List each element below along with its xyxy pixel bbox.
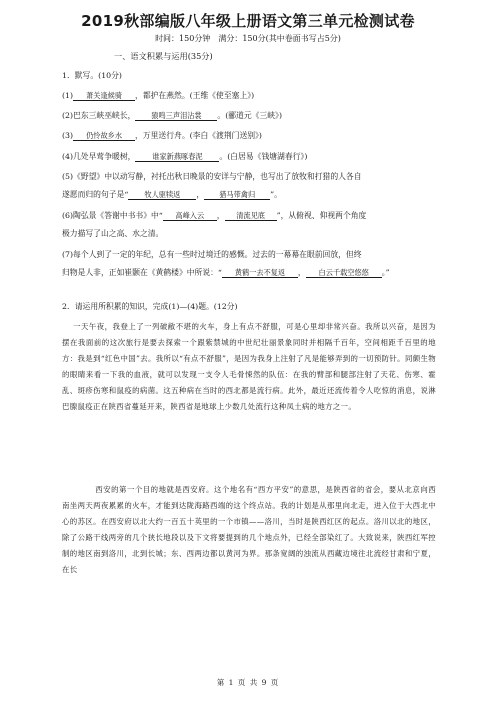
reading-passage-paragraph-1: 一天午夜，我登上了一列破敝不堪的火车，身上有点不舒服，可是心里却非常兴奋。我所以兴奋，是因为摆在我面前的这次旅行是要去探索一个跟紫禁城的中世纪壮丽景象同时并相隔千百年，空间相距千百里的地方：我是到“红色中国”去。我所以“有点不舒服”，是因为我身上注射了凡是能够弄到的一切预防针。同颇生物的眼睛来看一下我的血液，就可以发现一支令人毛骨悚然的队伍：在我的臂部和腿部注射了天花、伤寒、霍乱、斑疹伤寒和鼠疫的病菌。这五种病在当时的西北都是流行病。此外，最近还流传着令人吃惊的消息，说淋巴腺鼠疫正在陕西省蔓延开来，陕西省是地球上少数几处流行这种凤土病的地方之一。 bbox=[62, 322, 436, 411]
q1-item-2-suffix: 。(郦道元《三峡》) bbox=[217, 111, 282, 120]
comma: ， bbox=[297, 268, 306, 277]
q1-item-6-line2: 极力描写了山之高、水之清。 bbox=[62, 229, 164, 238]
answer-blank: 高峰入云 bbox=[163, 211, 217, 221]
q1-item-5-line1: (5)《野望》中以动写静，衬托出秋日晚景的安详与宁静，也写出了放牧和打猎的人各自 bbox=[62, 172, 362, 181]
answer-blank: 清流见底 bbox=[225, 211, 277, 221]
q1-item-7-suffix: 。” bbox=[381, 268, 390, 277]
page-title: 2019秋部编版八年级上册语文第三单元检测试卷 bbox=[81, 12, 415, 30]
q1-item-3-prefix: (3) bbox=[62, 131, 74, 140]
q1-item-3 bbox=[62, 130, 262, 141]
q2-header: 2．请运用所积累的知识，完成(1)—(4)题。(12分) bbox=[62, 302, 238, 311]
q1-item-1-suffix: ，都护在燕然。(王维《使至塞上》) bbox=[135, 91, 255, 100]
comma: ， bbox=[196, 190, 205, 199]
answer-blank: 白云千载空悠悠 bbox=[306, 268, 382, 278]
q1-item-2 bbox=[62, 110, 282, 121]
q1-item-4 bbox=[62, 151, 307, 162]
q1-item-6-line1 bbox=[62, 210, 366, 221]
q1-item-4-suffix: 。(白居易《钱塘湖春行》) bbox=[219, 152, 308, 161]
q1-item-3-suffix: ，万里送行舟。(李白《渡荆门送别》) bbox=[135, 131, 262, 140]
q1-item-6-suffix: ”，从俯视、仰视两个角度 bbox=[276, 211, 367, 220]
q1-item-1 bbox=[62, 90, 254, 101]
answer-blank: 谁家新燕啄春泥 bbox=[135, 152, 219, 162]
reading-passage-paragraph-2: 西安的第一个目的地就是西安府。这个地名有“西方平安”的意思，是陕西省的省会，要从北京向西南坐两天两夜累累的火车，才能到达陇海路西端的这个终点站。我的计划是从那里向北走，进入位于大西北中心的苏区。在西安府以北大约一百五十英里的一个市镇——洛川，当时是陕西红区的起点。洛川以北的地区，除了公路干线两旁的几个狭长地段以及下文将要提到的几个地点外，已经全部染红了。大致说来，陕西红军控制的地区南到洛川，北到长城；东、西两边都以黄河为界。那条宽阔的浊流从西藏边境往北流经甘肃和宁夏，在长 bbox=[62, 485, 436, 574]
answer-blank: 仍怜故乡水 bbox=[73, 131, 135, 141]
q1-item-7-line2 bbox=[62, 267, 390, 278]
q1-item-1-prefix: (1) bbox=[62, 91, 74, 100]
exam-info: 时间：150分钟 满分：150分(其中卷面书写占5分) bbox=[155, 34, 341, 43]
q1-item-6-prefix: (6)陶弘景《答谢中书书》中“ bbox=[62, 211, 163, 220]
page-number: 第 1 页 共 9 页 bbox=[216, 678, 280, 687]
answer-blank: 猎马带禽归 bbox=[204, 190, 270, 200]
q1-item-5-prefix: 遂愿而归的句子是“ bbox=[62, 190, 129, 199]
q1-item-5-line2 bbox=[62, 189, 282, 200]
answer-blank: 猿鸣三声泪沾裳 bbox=[135, 111, 217, 121]
section-heading: 一、语文积累与运用(35分) bbox=[114, 51, 213, 61]
q1-item-2-prefix: (2)巴东三峡巫峡长， bbox=[62, 111, 136, 120]
answer-blank: 牧人驱犊返 bbox=[128, 190, 196, 200]
answer-blank: 黄鹤一去不复返 bbox=[222, 268, 298, 278]
q1-header: 1．默写。(10分) bbox=[62, 71, 122, 80]
answer-blank: 萧关逢候骑 bbox=[73, 91, 135, 101]
comma: ， bbox=[216, 211, 225, 220]
q1-item-4-prefix: (4)几处早莺争暖树， bbox=[62, 152, 136, 161]
q1-item-5-suffix: ”。 bbox=[270, 190, 282, 199]
q1-item-7-line1: (7)每个人到了一定的年纪，总有一些时过境迁的感慨。过去的一幕幕在眼前回放，但终 bbox=[62, 250, 362, 259]
q1-item-7-prefix: 归物是人非，正如崔颢在《黄鹤楼》中所说：“ bbox=[62, 268, 222, 277]
